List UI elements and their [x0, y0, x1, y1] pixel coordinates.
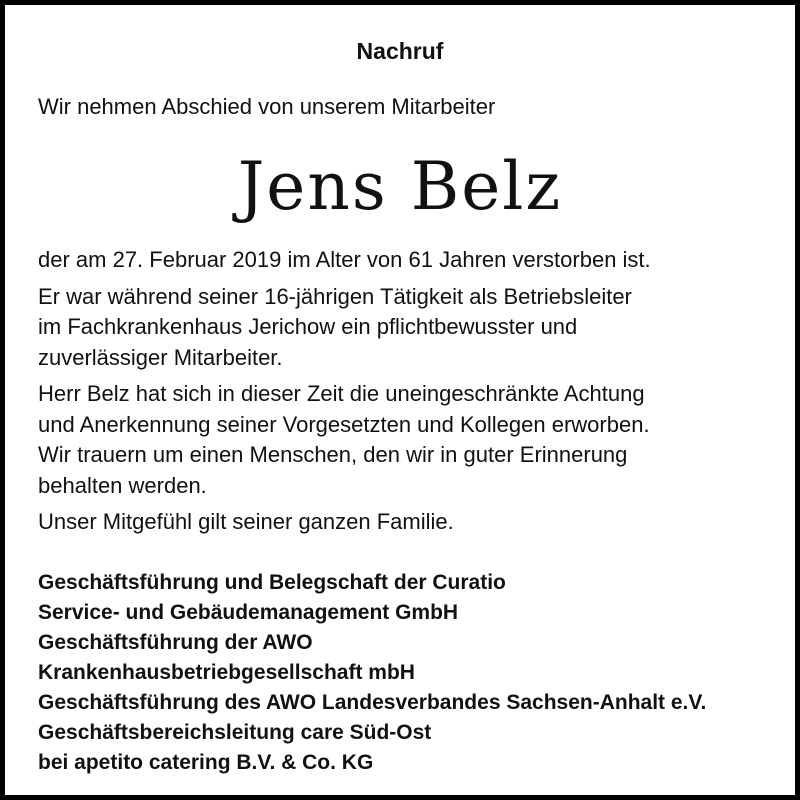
body-line: Er war während seiner 16-jährigen Tätigkeit als Betriebsleiter	[38, 283, 632, 309]
signatory-line: Geschäftsführung und Belegschaft der Curatio	[38, 571, 506, 594]
body-line: und Anerkennung seiner Vorgesetzten und Kollegen erworben.	[38, 411, 650, 437]
body-line: Herr Belz hat sich in dieser Zeit die uneingeschränkte Achtung	[38, 381, 645, 406]
signatory-line: Geschäftsbereichsleitung care Süd-Ost	[38, 721, 432, 744]
body-line: zuverlässiger Mitarbeiter.	[38, 344, 283, 370]
signatory-line: Geschäftsführung des AWO Landesverbandes Sachsen-Anhalt e.V.	[38, 691, 707, 714]
paragraph-condolence	[38, 507, 778, 538]
deceased-name: Jens Belz	[237, 148, 563, 225]
body-line: im Fachkrankenhaus Jerichow ein pflichtbewusster und	[38, 314, 578, 339]
intro-text: Wir nehmen Abschied von unserem Mitarbeiter	[38, 94, 496, 119]
body-line: Wir trauern um einen Menschen, den wir in guter Erinnerung	[38, 442, 628, 467]
signatory-line: bei apetito catering B.V. & Co. KG	[38, 751, 374, 774]
signatory-line: Service- und Gebäudemanagement GmbH	[38, 601, 459, 624]
body-line: Unser Mitgefühl gilt seiner ganzen Familie.	[38, 509, 454, 534]
paragraph-death-date	[38, 245, 778, 276]
signatory-line: Krankenhausbetriebgesellschaft mbH	[38, 661, 415, 684]
notice-heading: Nachruf	[356, 38, 444, 64]
paragraph-tribute	[38, 379, 778, 501]
signatories	[38, 568, 788, 778]
body-line: der am 27. Februar 2019 im Alter von 61 Jahren verstorben ist.	[38, 247, 651, 272]
paragraph-career	[38, 282, 778, 374]
signatory-line: Geschäftsführung der AWO	[38, 631, 313, 654]
body-line: behalten werden.	[38, 472, 207, 498]
obituary-body	[38, 245, 778, 544]
